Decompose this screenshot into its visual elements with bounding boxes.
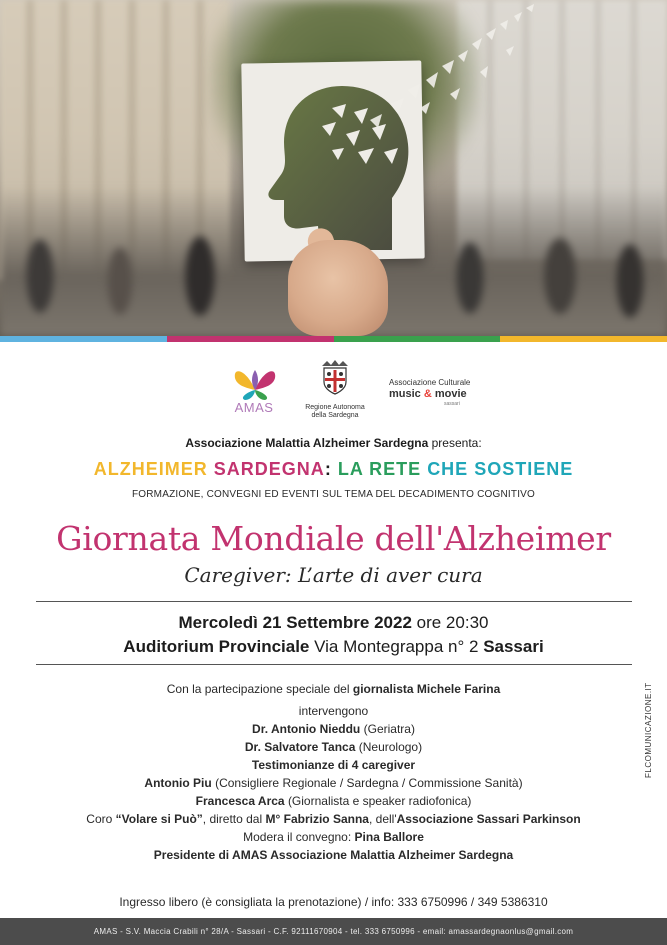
special-guest-line [0, 680, 667, 698]
choir-c: , diretto dal [202, 812, 263, 826]
hero-photo [0, 0, 667, 336]
choir-e: , dell' [368, 812, 397, 826]
band-green [334, 336, 501, 342]
region-sardegna-logo [300, 360, 370, 420]
region-line1: Regione Autonoma [305, 404, 365, 411]
amas-logo [225, 360, 285, 418]
assoc-amp: & [423, 388, 432, 400]
page-tagline: Caregiver: L’arte di aver cura [184, 563, 483, 587]
divider-top [36, 601, 632, 602]
hand [288, 240, 388, 336]
flying-shards-icon [330, 0, 550, 140]
music-movie-logo [389, 378, 489, 407]
region-line2: della Sardegna [311, 412, 359, 419]
moderator-name: Pina Ballore [354, 830, 424, 844]
assoc-movie: movie [434, 388, 467, 400]
assoc-name [389, 388, 489, 401]
project-sep: : [324, 459, 332, 479]
choir-association: Associazione Sassari Parkinson [396, 812, 581, 826]
event-time: ore 20:30 [416, 613, 489, 632]
speaker-3 [0, 756, 667, 774]
speaker-1-role: (Geriatra) [363, 722, 415, 736]
special-guest-intro: Con la partecipazione speciale del [166, 682, 350, 696]
event-datetime [0, 613, 667, 633]
project-word-3: LA RETE [337, 459, 422, 479]
moderator-role-text: Presidente di AMAS Associazione Malattia Alzheimer Sardegna [153, 848, 514, 862]
region-crest-icon [318, 360, 352, 396]
speaker-2-role: (Neurologo) [358, 740, 423, 754]
speaker-3-text: Testimonianze di 4 caregiver [251, 758, 416, 772]
special-guest-name: giornalista Michele Farina [352, 682, 501, 696]
project-subtitle: FORMAZIONE, CONVEGNI ED EVENTI SUL TEMA DEL DECADIMENTO COGNITIVO [131, 489, 536, 500]
assoc-label: Associazione Culturale [389, 378, 471, 387]
speaker-2 [0, 738, 667, 756]
choir-director: M° Fabrizio Sanna [265, 812, 369, 826]
moderator-role [0, 846, 667, 864]
choir-name: “Volare si Può” [115, 812, 203, 826]
presenter-verb: presenta: [431, 436, 482, 450]
moderator-line [0, 828, 667, 846]
butterfly-icon [225, 360, 285, 400]
speaker-4 [0, 774, 667, 792]
venue-address: Via Montegrappa n° 2 [314, 637, 479, 656]
divider-bottom [36, 664, 632, 665]
presenter-name: Associazione Malattia Alzheimer Sardegna [185, 436, 429, 450]
project-word-1: ALZHEIMER [93, 459, 208, 479]
speaker-1 [0, 720, 667, 738]
band-magenta [167, 336, 334, 342]
program [0, 680, 667, 864]
project-word-2: SARDEGNA [213, 459, 325, 479]
band-blue [0, 336, 167, 342]
logos-row [0, 360, 667, 420]
event-date: Mercoledì 21 Settembre 2022 [178, 613, 412, 632]
speaker-5-name: Francesca Arca [195, 794, 285, 808]
footer-bar: AMAS - S.V. Maccia Crabili n° 28/A - Sassari - C.F. 92111670904 - tel. 333 6750996 - email: amassardegnaonlus@gmail.com [0, 918, 667, 945]
speaker-4-role: (Consigliere Regionale / Sardegna / Commissione Sanità) [215, 776, 523, 790]
page-title: Giornata Mondiale dell'Alzheimer [56, 519, 611, 558]
band-yellow [500, 336, 667, 342]
speaker-1-name: Dr. Antonio Nieddu [252, 722, 361, 736]
moderator-label: Modera il convegno: [243, 830, 352, 844]
choir-line [0, 810, 667, 828]
credit-vertical: FLCOMUNICAZIONE.IT [644, 682, 653, 778]
speaker-5-role: (Giornalista e speaker radiofonica) [287, 794, 472, 808]
assoc-music: music [389, 388, 421, 400]
amas-wordmark: AMAS [234, 400, 274, 415]
venue-city: Sassari [483, 637, 544, 656]
project-title [0, 459, 667, 480]
speaker-2-name: Dr. Salvatore Tanca [244, 740, 356, 754]
entry-info: Ingresso libero (è consigliata la prenotazione) / info: 333 6750996 / 349 5386310 [119, 895, 548, 909]
event-venue [0, 637, 667, 657]
speaker-4-name: Antonio Piu [144, 776, 212, 790]
speaker-5 [0, 792, 667, 810]
presenter-line [0, 436, 667, 450]
choir-a: Coro [86, 812, 113, 826]
speakers-heading: intervengono [298, 704, 369, 718]
project-word-4: CHE SOSTIENE [427, 459, 574, 479]
region-name [300, 404, 370, 420]
colour-band [0, 336, 667, 342]
venue-name: Auditorium Provinciale [123, 637, 310, 656]
assoc-place: sassari [444, 401, 460, 407]
